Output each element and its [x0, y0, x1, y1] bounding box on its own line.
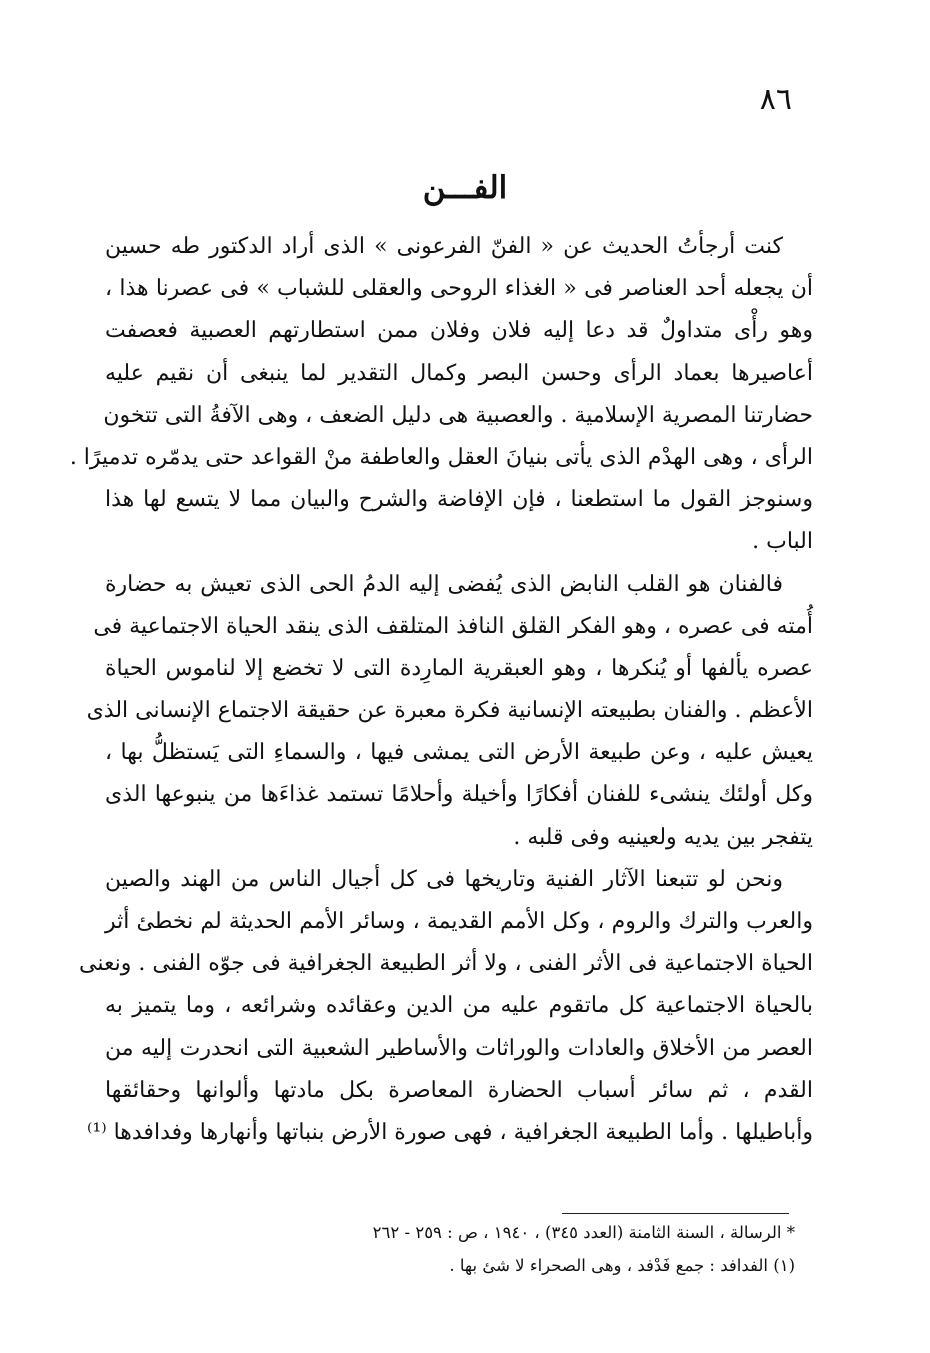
body-line: الحياة الاجتماعية فى الأثر الفنى ، ولا أثر الطبيعة الجغرافية فى جوّه الفنى . ونعنى [79, 951, 813, 977]
footnotes [220, 1216, 795, 1282]
body-line: وهو رأْى متداولٌ قد دعا إليه فلان وفلان ممن استطارتهم العصبية فعصفت [105, 318, 813, 344]
body-line: أن يجعله أحد العناصر فى « الغذاء الروحى والعقلى للشباب » فى عصرنا هذا ، [105, 276, 813, 302]
body-line: الباب . [752, 529, 813, 555]
body-line: الأعظم . والفنان بطبيعته الإنسانية فكرة معبرة عن حقيقة الاجتماع الإنسانى الذى [86, 698, 813, 724]
body-line: أُمته فى عصره ، وهو الفكر القلق النافذ المتلقف الذى ينقد الحياة الاجتماعية فى [93, 613, 813, 639]
body-line: والعرب والترك والروم ، وكل الأمم القديمة ، وسائر الأمم الحديثة لم نخطئ أثر [105, 909, 813, 934]
footnote-divider [562, 1213, 789, 1214]
footnote-item: (١) الفدافد : جمع فَدْفد ، وهى الصحراء لا شئ بها . [449, 1256, 795, 1275]
body-line: أعاصيرها بعماد الرأى وحسن البصر وكمال التقدير لما ينبغى أن نقيم عليه [105, 360, 813, 386]
body-line: عصره يألفها أو يُنكرها ، وهو العبقرية المارِدة التى لا تخضع إلا لناموس الحياة [105, 655, 813, 681]
body-line: فالفنان هو القلب النابض الذى يُفضى إليه الدمُ الحى الذى تعيش به حضارة [105, 571, 783, 597]
body-line: وسنوجز القول ما استطعنا ، فإن الإفاضة والشرح والبيان مما لا يتسع لها هذا [105, 487, 813, 513]
body-line: وأباطيلها . وأما الطبيعة الجغرافية ، فهى صورة الأرض بنباتها وأنهارها وفدافدها ⁽¹⁾ [86, 1119, 813, 1145]
body-line: حضارتنا المصرية الإسلامية . والعصبية هى دليل الضعف ، وهى الآفةُ التى تتخون [103, 402, 813, 428]
body-line: العصر من الأخلاق والعادات والوراثات والأساطير الشعبية التى انحدرت إليه من [105, 1035, 813, 1061]
body-line: القدم ، ثم سائر أسباب الحضارة المعاصرة بكل مادتها وألوانها وحقائقها [105, 1077, 813, 1103]
article-title: الفـــن [422, 170, 508, 206]
source-note: * الرسالة ، السنة الثامنة (العدد ٣٤٥) ، ١٩٤٠ ، ص : ٢٥٩ - ٢٦٢ [372, 1223, 795, 1242]
body-line: بالحياة الاجتماعية كل ماتقوم عليه من الدين وعقائده وشرائعه ، وما يتميز به [105, 993, 813, 1019]
body-line: وكل أولئك ينشىء للفنان أفكارًا وأخيلة وأحلامًا تستمد غذاءَها من ينبوعها الذى [105, 782, 813, 808]
body-line: يعيش عليه ، وعن طبيعة الأرض التى يمشى فيها ، والسماءِ التى يَستظلُّ بها ، [105, 740, 813, 766]
body-line: ونحن لو تتبعنا الآثار الفنية وتاريخها فى كل أجيال الناس من الهند والصين [105, 866, 783, 892]
body-line: الرأى ، وهى الهدْم الذى يأتى بنيانَ العقل والعاطفة منْ القواعد حتى يدمّره تدميرًا . [69, 444, 813, 470]
body-line: يتفجر بين يديه ولعينيه وفى قلبه . [513, 824, 813, 850]
body-line: كنت أرجأتُ الحديث عن « الفنّ الفرعونى » الذى أراد الدكتور طه حسين [105, 234, 783, 259]
page-number: ٨٦ [759, 82, 792, 117]
article-body [69, 226, 813, 1154]
